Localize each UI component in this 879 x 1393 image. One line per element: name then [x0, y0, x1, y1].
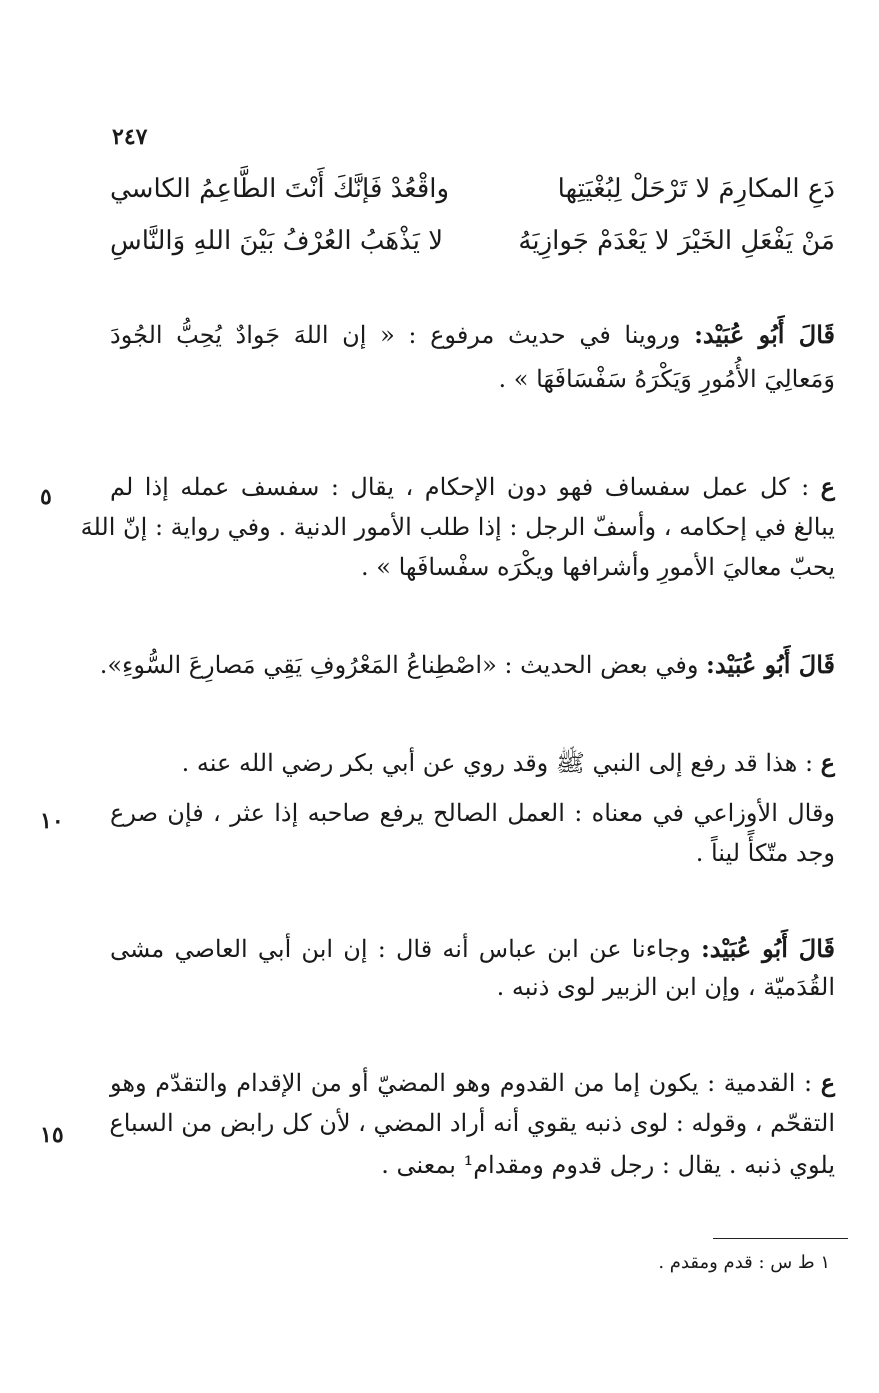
text-line	[110, 1066, 835, 1100]
page-number: ٢٤٧	[112, 124, 148, 150]
text-line	[80, 510, 835, 544]
line-text: وجد متّكأً ليناً .	[695, 839, 835, 867]
speaker-label: ع	[820, 472, 835, 501]
margin-line-number: ١٠	[40, 808, 64, 834]
line-text: وجاءنا عن ابن عباس أنه قال : إن ابن أبي العاصي مشى	[110, 935, 701, 963]
line-text: القُدَميّة ، وإن ابن الزبير لوى ذنبه .	[496, 973, 835, 1001]
verse-line	[110, 174, 835, 214]
speaker-label: ع	[820, 748, 835, 777]
verse-hemistich: مَنْ يَفْعَلِ الخَيْرَ لا يَعْدَمْ جَوازِيَهُ	[518, 226, 835, 256]
text-line	[110, 836, 835, 870]
text-line	[110, 318, 835, 352]
text-line	[110, 970, 835, 1004]
text-line	[110, 470, 835, 504]
verse-line	[110, 226, 835, 266]
verse-hemistich: لا يَذْهَبُ العُرْفُ بَيْنَ اللهِ وَالنَّاسِ	[110, 226, 444, 256]
line-text: وقال الأوزاعي في معناه : العمل الصالح يرفع صاحبه إذا عثر ، فإن صرع	[110, 799, 835, 827]
verse-hemistich: دَعِ المكارِمَ لا تَرْحَلْ لِبُغْيَتِها	[557, 174, 835, 204]
line-text: وفي بعض الحديث : «اصْطِناعُ المَعْرُوفِ يَقِي مَصارِعَ السُّوءِ».	[99, 651, 707, 679]
text-line	[110, 550, 835, 584]
line-text: : هذا قد رفع إلى النبي ﷺ وقد روي عن أبي بكر رضي الله عنه .	[181, 749, 821, 777]
speaker-label: ع	[820, 1068, 836, 1097]
margin-line-number: ٥	[40, 484, 52, 510]
footnote: ١ ط س : قدم ومقدم .	[658, 1252, 830, 1273]
speaker-label: قَالَ أَبُو عُبَيْد:	[700, 934, 835, 963]
line-text: وَمَعالِيَ الأُمُورِ وَيَكْرَهُ سَفْسَافَهَا » .	[498, 365, 835, 393]
text-line	[110, 1148, 835, 1182]
text-line	[110, 796, 835, 830]
line-text: وروينا في حديث مرفوع : « إن اللهَ جَوادٌ يُحِبُّ الجُودَ	[110, 321, 695, 349]
line-text: يحبّ معاليَ الأمورِ وأشرافها ويكْرَه سفْسافَها » .	[361, 553, 835, 581]
text-line	[110, 1106, 835, 1140]
speaker-label: قَالَ أَبُو عُبَيْد:	[706, 650, 835, 679]
text-line	[110, 746, 835, 780]
text-line	[110, 362, 835, 396]
speaker-label: قَالَ أَبُو عُبَيْد:	[694, 320, 835, 349]
text-line	[99, 648, 835, 682]
line-text: : القدمية : يكون إما من القدوم وهو المضيّ أو من الإقدام والتقدّم وهو	[110, 1069, 821, 1097]
verse-hemistich: واقْعُدْ فَإنَّكَ أَنْتَ الطَّاعِمُ الكاسي	[110, 174, 450, 204]
line-text: التقحّم ، وقوله : لوى ذنبه يقوي أنه أراد المضي ، لأن كل رابض من السباع	[109, 1109, 835, 1137]
line-text: يبالغ في إحكامه ، وأسفّ الرجل : إذا طلب الأمور الدنية . وفي رواية : إنّ اللهَ	[80, 513, 835, 541]
margin-line-number: ١٥	[40, 1122, 64, 1148]
line-text: : كل عمل سفساف فهو دون الإحكام ، يقال : سفسف عمله إذا لم	[110, 473, 821, 501]
footnote-separator	[713, 1238, 848, 1239]
line-text: يلوي ذنبه . يقال : رجل قدوم ومقدام¹ بمعنى .	[381, 1151, 835, 1179]
text-line	[110, 932, 835, 966]
